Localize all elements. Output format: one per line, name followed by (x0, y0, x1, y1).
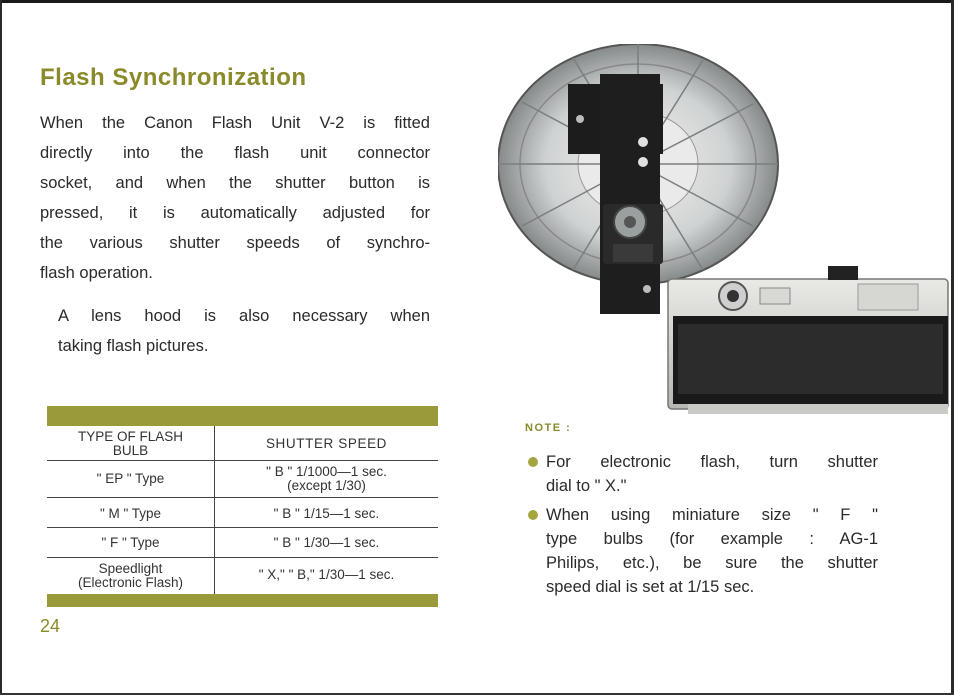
header-type-cell (47, 426, 215, 460)
bullet-dot-icon (528, 510, 538, 520)
speed-line: (except 1/30) (287, 478, 366, 493)
type-line: (Electronic Flash) (77, 575, 184, 590)
speed-line: " B " 1/1000—1 sec. (266, 464, 387, 479)
table-row (47, 461, 438, 498)
note-line: For electronic flash, turn shutter (546, 453, 878, 471)
note-bullet (546, 450, 878, 498)
page-border-left (0, 0, 2, 695)
note-label: NOTE : (525, 422, 572, 434)
intro-line: When the Canon Flash Unit V-2 is fitted (40, 114, 430, 132)
page-number: 24 (40, 616, 61, 636)
intro-line: socket, and when the shutter button is (40, 174, 430, 192)
intro-line: the various shutter speeds of synchro- (40, 234, 430, 252)
note-line: When using miniature size " F " (546, 506, 878, 524)
type-cell: " EP " Type (47, 461, 215, 497)
bullet-dot-icon (528, 457, 538, 467)
flash-sync-table (47, 426, 438, 594)
intro-paragraph (40, 108, 430, 288)
intro-line: directly into the flash unit connector (40, 144, 430, 162)
table-bottom-bar (47, 594, 438, 607)
table-header-row (47, 426, 438, 461)
lens-hood-paragraph (58, 301, 430, 361)
camera-with-flash-unit-photo (498, 44, 950, 430)
note-line: dial to " X." (546, 477, 627, 495)
intro-line: pressed, it is automatically adjusted for (40, 204, 430, 222)
note-bullet (546, 503, 878, 599)
intro-line: flash operation. (40, 264, 153, 282)
speed-cell: " B " 1/30—1 sec. (273, 535, 380, 550)
header-speed-cell: SHUTTER SPEED (265, 436, 388, 451)
speed-cell (215, 461, 438, 497)
hood-line: A lens hood is also necessary when (58, 307, 430, 325)
speed-cell: " B " 1/15—1 sec. (273, 506, 380, 521)
camera-body (668, 266, 948, 414)
page-border-top (0, 0, 954, 3)
table-row (47, 558, 438, 594)
type-cell: " M " Type (47, 498, 215, 527)
table-row (47, 498, 438, 528)
page-title: Flash Synchronization (40, 64, 307, 91)
speed-cell: " X," " B," 1/30—1 sec. (258, 567, 395, 582)
hood-line: taking flash pictures. (58, 337, 209, 355)
note-line: Philips, etc.), be sure the shutter (546, 554, 878, 572)
note-line: speed dial is set at 1/15 sec. (546, 578, 755, 596)
type-cell (47, 558, 215, 594)
type-cell: " F " Type (47, 528, 215, 557)
note-line: type bulbs (for example : AG-1 (546, 530, 878, 548)
table-top-bar (47, 406, 438, 426)
header-type-line: BULB (112, 443, 149, 458)
header-type-line: TYPE OF FLASH (77, 429, 184, 444)
table-row (47, 528, 438, 558)
type-line: Speedlight (98, 561, 163, 576)
